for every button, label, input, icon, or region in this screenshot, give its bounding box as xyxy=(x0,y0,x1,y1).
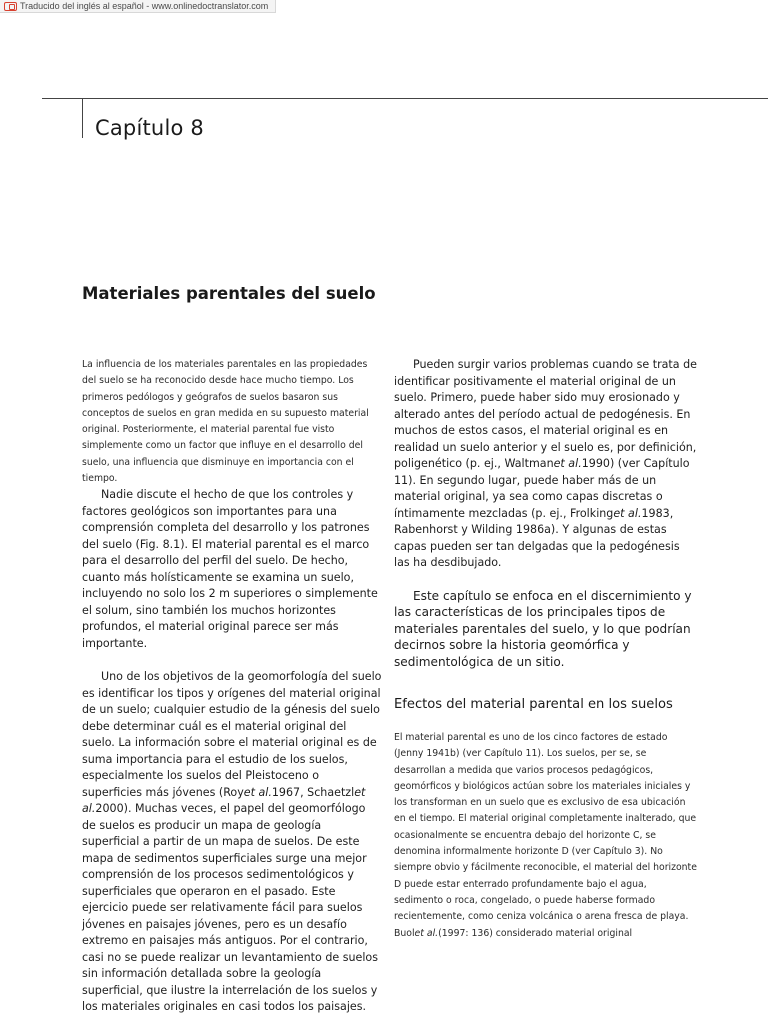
chapter-title: Capítulo 8 xyxy=(95,116,204,140)
translator-banner[interactable] xyxy=(0,0,276,13)
header-rule xyxy=(42,98,768,99)
paragraph-problems: Pueden surgir varios problemas cuando se trata de identificar positivamente el material original de un suelo. Primero, puede haber sido muy erosionado y alterado antes del período actual de pedogénesis. En muchos de estos casos, el material original es en realidad un suelo anterior y el suelo es, por definición, poligenético (p. ej., Waltmanet al.1990) (ver Capítulo 11). En segundo lugar, puede haber más de un material original, ya sea como capas discretas o íntimamente mezcladas (p. ej., Frolkinget al.1983, Rabenhorst y Wilding 1986a). Y algunas de estas capas pueden ser tan delgadas que la pedogénesis las ha desdibujado. xyxy=(394,358,697,569)
right-column xyxy=(394,357,698,942)
paragraph-parent-material-effects: El material parental es uno de los cinco factores de estado (Jenny 1941b) (ver Capítulo 11). Los suelos, per se, se desarrollan a medida que varios procesos pedagógicos, geomórficos y biológicos actúan sobre los materiales iniciales y los transforman en un suelo que es exclusivo de esa ubicación en el tiempo. El material original completamente inalterado, que ocasionalmente se encuentra debajo del horizonte C, se denomina informalmente horizonte D (ver Capítulo 3). No siempre obvio y fácilmente reconocible, el material del horizonte D puede estar enterrado profundamente bajo el agua, sedimento o roca, congelado, o puede haberse formado recientemente, como ceniza volcánica o arena fresca de playa. Buolet al.(1997: 136) considerado material original xyxy=(394,732,697,939)
section-title: Materiales parentales del suelo xyxy=(82,284,376,303)
paragraph-geomorphology-objectives: Uno de los objetivos de la geomorfología del suelo es identificar los tipos y orígenes del material original de un suelo; cualquier estudio de la génesis del suelo debe determinar cuál es el material original del suelo. La información sobre el material original es de suma importancia para el estudio de los suelos, especialmente los suelos del Pleistoceno o superficies más jóvenes (Royet al.1967, Schaetzlet al.2000). Muchas veces, el papel del geomorfólogo de suelos es producir un mapa de geología superficial a partir de un mapa de suelos. De este mapa de sedimentos superficiales surge una mejor comprensión de los procesos sedimentológicos y superficiales que operaron en el pasado. Este ejercicio puede ser relativamente fácil para suelos jóvenes en paisajes jóvenes, pero es un desafío extremo en paisajes más antiguos. Por el contrario, casi no se puede realizar un levantamiento de suelos sin información detallada sobre la geología superficial, que ilustre la interrelación de los suelos y los materiales originales en casi todos los paisajes. xyxy=(82,670,382,1014)
paragraph-geological-controls: Nadie discute el hecho de que los controles y factores geológicos son importantes para una comprensión completa del desarrollo y los patrones del suelo (Fig. 8.1). El material parental es el marco para el desarrollo del perfil del suelo. De hecho, cuanto más holísticamente se examina un suelo, incluyendo no solo los 2 m superiores o simplemente el solum, sino también los muchos horizontes profundos, el material original parece ser más importante. xyxy=(82,488,378,650)
translator-banner-text[interactable]: Traducido del inglés al español - www.onlinedoctranslator.com xyxy=(20,1,269,11)
translate-icon xyxy=(4,2,17,11)
left-column xyxy=(82,357,382,1016)
intro-paragraph: La influencia de los materiales parentales en las propiedades del suelo se ha reconocido desde hace mucho tiempo. Los primeros pedólogos y geógrafos de suelos basaron sus conceptos de suelos en gran medida en su supuesto material original. Posteriormente, el material parental fue visto simplemente como un factor que influye en el desarrollo del suelo, una influencia que disminuye en importancia con el tiempo. xyxy=(82,359,369,485)
paragraph-chapter-focus: Este capítulo se enfoca en el discernimiento y las características de los principales tipos de materiales parentales del suelo, y lo que podrían decirnos sobre la historia geomórfica y sedimentológica de un sitio. xyxy=(394,588,692,669)
subsection-title: Efectos del material parental en los suelos xyxy=(394,697,673,712)
chapter-bar xyxy=(82,99,83,138)
